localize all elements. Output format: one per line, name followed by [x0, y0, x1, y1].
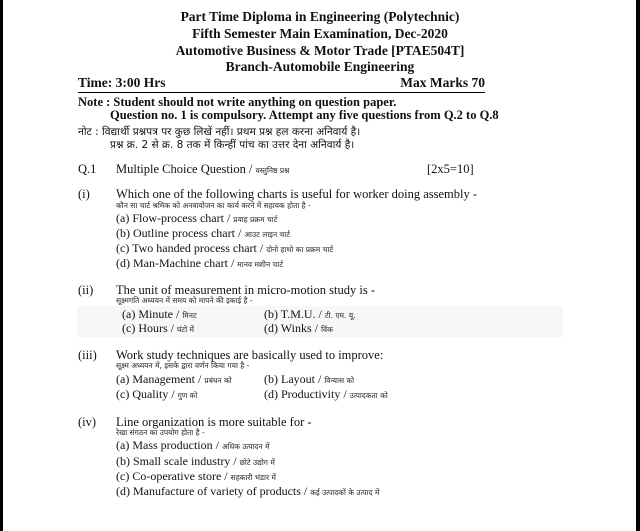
- option-en: (a) Management /: [116, 372, 205, 386]
- option-hi: विन्यास को: [324, 376, 355, 385]
- option-hi: छोटे उद्योग में: [239, 458, 275, 467]
- option-en: (a) Minute /: [122, 307, 183, 321]
- question-marks: [2x5=10]: [427, 162, 474, 176]
- sub-question-hindi: सूक्ष्म अध्ययन में, इसके द्वारा वर्णन किया गया है -: [116, 361, 250, 370]
- option-d: [116, 484, 379, 499]
- option-b: [116, 226, 290, 241]
- option-a: [116, 211, 277, 226]
- note-hindi-line-2: प्रश्न क्र. 2 से क्र. 8 तक में किन्हीं पांच का उत्तर देना अनिवार्य है।: [110, 139, 355, 151]
- option-en: (c) Quality /: [116, 387, 178, 401]
- option-hi: आउट लाइन चार्ट: [244, 230, 290, 239]
- sub-question-text: Line organization is more suitable for -: [116, 415, 312, 429]
- option-b: [264, 307, 356, 322]
- option-en: (b) T.M.U. /: [264, 307, 325, 321]
- option-en: (c) Co-operative store /: [116, 469, 231, 483]
- option-hi: सहकारी भंडार में: [230, 473, 276, 482]
- option-en: (d) Manufacture of variety of products /: [116, 484, 311, 498]
- note-line-1: Note : Student should not write anything on question paper.: [78, 95, 397, 109]
- option-hi: दोनो हाथो का प्रक्रम चार्ट: [266, 245, 334, 254]
- question-title: [116, 162, 289, 177]
- option-en: (b) Layout /: [264, 372, 325, 386]
- option-en: (d) Productivity /: [264, 387, 350, 401]
- option-hi: विंक: [320, 325, 333, 334]
- option-hi: मिनट: [182, 311, 197, 320]
- option-d: [264, 321, 333, 336]
- option-hi: टी. एम. यू.: [324, 311, 356, 320]
- option-en: (c) Two handed process chart /: [116, 241, 267, 255]
- header-branch: Branch-Automobile Engineering: [225, 59, 415, 74]
- sub-question-text: The unit of measurement in micro-motion study is -: [116, 283, 375, 297]
- option-d: [116, 256, 283, 271]
- option-c: [116, 387, 197, 402]
- note-hindi-line-1: नोट : विद्यार्थी प्रश्नपत्र पर कुछ लिखें नहीं। प्रथम प्रश्न हल करना अनिवार्य है।: [78, 126, 361, 138]
- note-line-2: Question no. 1 is compulsory. Attempt any five questions from Q.2 to Q.8: [110, 108, 499, 122]
- option-a: [116, 438, 270, 453]
- option-en: (b) Small scale industry /: [116, 454, 240, 468]
- header-subject: Automotive Business & Motor Trade [PTAE504T]: [175, 43, 465, 58]
- option-hi: प्रबंधन को: [204, 376, 232, 385]
- option-b: [264, 372, 354, 387]
- sub-question-text: Which one of the following charts is useful for worker doing assembly -: [116, 187, 478, 201]
- option-c: [116, 469, 276, 484]
- option-b: [116, 454, 275, 469]
- sub-question-number: (iv): [78, 415, 97, 429]
- option-a: [116, 372, 232, 387]
- header-institution: Part Time Diploma in Engineering (Polytechnic): [180, 9, 460, 24]
- option-en: (a) Flow-process chart /: [116, 211, 234, 225]
- sub-question-hindi: सूक्ष्मगति अध्ययन में समय को मापने की इकाई है -: [116, 296, 253, 305]
- sub-question-hindi: रेखा संगठन का उपयोग होता है -: [116, 428, 205, 437]
- sub-question-text: Work study techniques are basically used to improve:: [116, 348, 384, 362]
- time-label: Time: 3:00 Hrs: [78, 75, 166, 90]
- sub-question-number: (i): [78, 187, 90, 201]
- option-en: (d) Winks /: [264, 321, 321, 335]
- option-hi: घंटो में: [176, 325, 195, 334]
- header-exam: Fifth Semester Main Examination, Dec-2020: [192, 26, 448, 41]
- option-hi: प्रवाह प्रक्रम चार्ट: [233, 215, 278, 224]
- question-title-hi: वस्तुनिष्ठ प्रश्न: [255, 166, 290, 175]
- question-number: Q.1: [78, 162, 97, 176]
- option-en: (c) Hours /: [122, 321, 177, 335]
- option-d: [264, 387, 388, 402]
- option-a: [122, 307, 197, 322]
- sub-question-number: (ii): [78, 283, 94, 297]
- option-c: [116, 241, 333, 256]
- option-en: (d) Man-Machine chart /: [116, 256, 238, 270]
- option-hi: कई उत्पादकों के उत्पाद में: [310, 488, 380, 497]
- option-c: [122, 321, 194, 336]
- time-marks-row: [78, 75, 485, 93]
- option-hi: उत्पादकता को: [349, 391, 388, 400]
- option-en: (b) Outline process chart /: [116, 226, 245, 240]
- sub-question-hindi: कौन सा चार्ट श्रमिक को अनवायोजन का कार्य करने में सहायक होता है -: [116, 201, 311, 210]
- sub-question-number: (iii): [78, 348, 97, 362]
- option-hi: गुण को: [177, 391, 198, 400]
- option-hi: मानव मशीन चार्ट: [237, 260, 283, 269]
- max-marks-label: Max Marks 70: [400, 75, 485, 90]
- option-en: (a) Mass production /: [116, 438, 222, 452]
- question-title-en: Multiple Choice Question /: [116, 162, 256, 176]
- option-hi: अधिक उत्पादन में: [221, 442, 270, 451]
